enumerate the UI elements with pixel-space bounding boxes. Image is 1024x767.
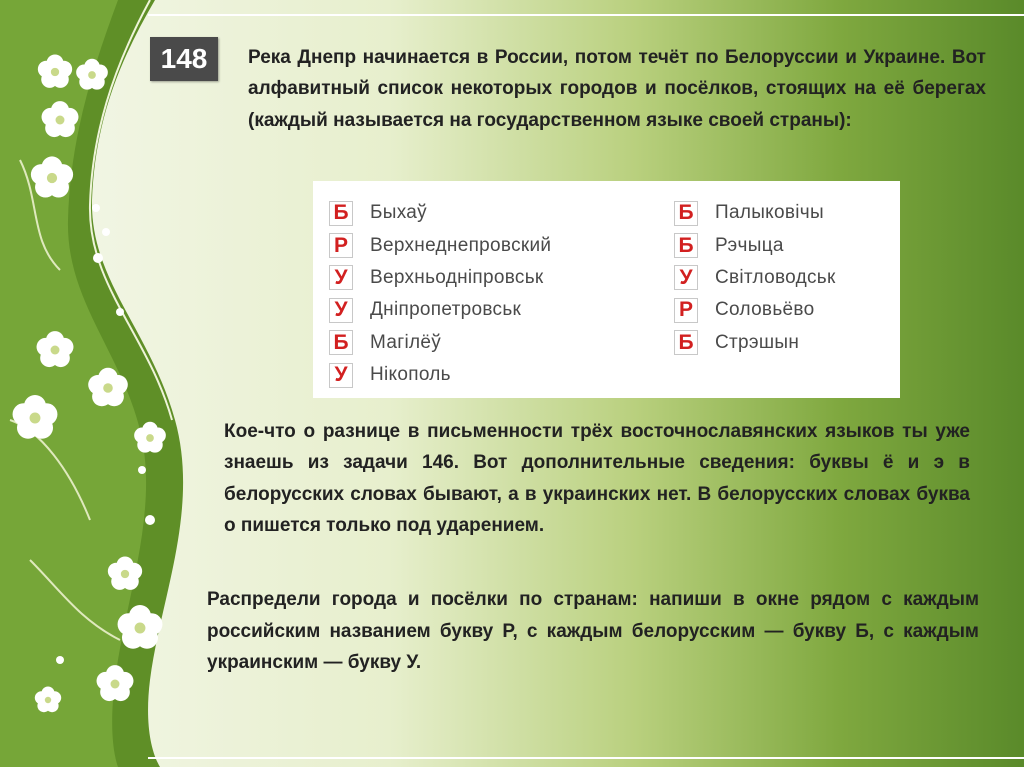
country-letter-box[interactable]: У [329,265,353,290]
list-item [674,262,836,294]
city-name: Нікополь [370,364,451,386]
list-item [329,327,551,359]
country-letter-box[interactable]: Б [674,330,698,355]
country-letter-box[interactable]: Р [329,233,353,258]
city-column-left [329,197,551,391]
city-name: Соловьёво [715,299,815,321]
list-item [674,229,836,261]
list-item [329,294,551,326]
list-item [329,359,551,391]
country-letter-box[interactable]: Б [674,201,698,226]
list-item [674,294,836,326]
city-name: Быхаў [370,202,427,224]
country-letter-box[interactable]: Р [674,298,698,323]
country-letter-box[interactable]: Б [329,330,353,355]
city-column-right [674,197,836,359]
city-name: Верхнеднепровский [370,234,552,256]
list-item [329,197,551,229]
list-item [674,197,836,229]
country-letter-box[interactable]: У [674,265,698,290]
city-name: Дніпропетровськ [370,299,522,321]
country-letter-box[interactable]: У [329,363,353,388]
task-number-badge: 148 [150,37,218,81]
country-letter-box[interactable]: Б [674,233,698,258]
city-name: Палыковічы [715,202,824,224]
city-name: Стрэшын [715,331,800,353]
task-paragraph: Распредели города и посёлки по странам: напиши в окне рядом с каждым российским названием букву Р, с каждым белорусским — букву Б, с каждым украинским — букву У. [207,589,979,673]
country-letter-box[interactable]: У [329,298,353,323]
city-name: Магілёў [370,331,442,353]
city-name: Верхньодніпровськ [370,266,544,288]
info-paragraph: Кое-что о разнице в письменности трёх восточнославянских языков ты уже знаешь из задачи 146. Вот дополнительные сведения: буквы ё и э в белорусских словах бывают, а в украинских нет. В белорусских словах буква о пишется только под ударением. [224,421,970,537]
city-list-box [313,181,900,398]
city-name: Рэчыца [715,234,784,256]
country-letter-box[interactable]: Б [329,201,353,226]
city-name: Світловодськ [715,266,836,288]
intro-paragraph: Река Днепр начинается в России, потом течёт по Белоруссии и Украине. Вот алфавитный список некоторых городов и посёлков, стоящих на её берегах (каждый называется на государственном языке своей страны): [248,47,986,131]
list-item [329,229,551,261]
list-item [674,327,836,359]
list-item [329,262,551,294]
